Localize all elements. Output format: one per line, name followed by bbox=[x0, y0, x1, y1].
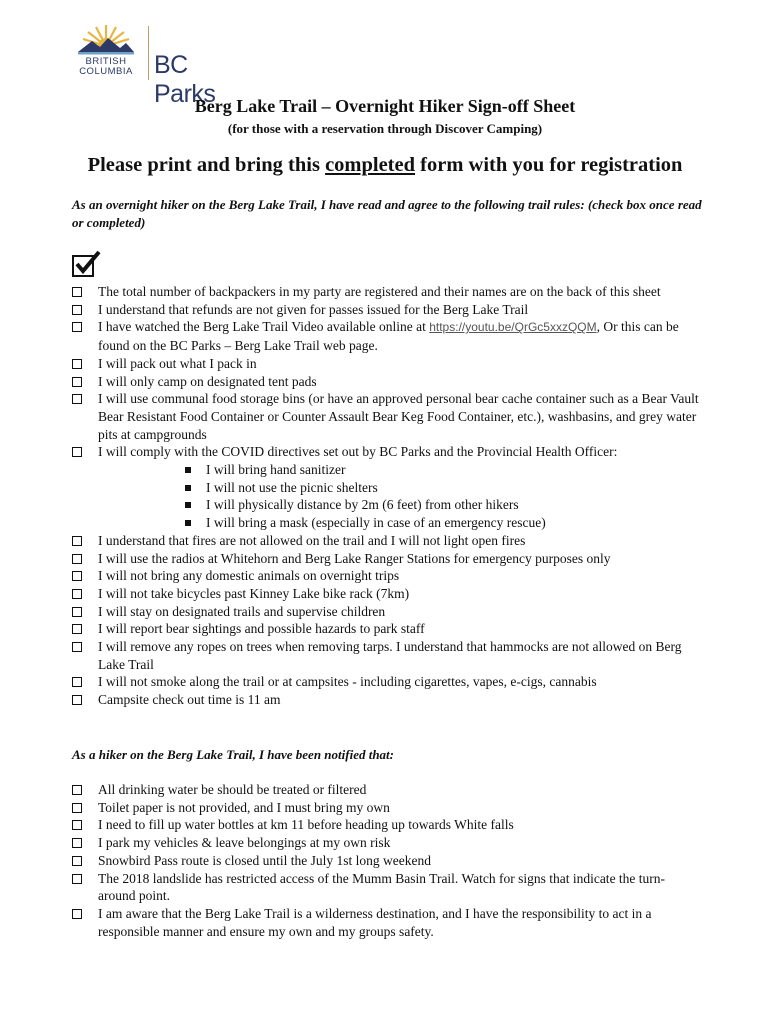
checkbox[interactable] bbox=[72, 359, 82, 369]
checkbox[interactable] bbox=[72, 838, 82, 848]
checkbox[interactable] bbox=[72, 589, 82, 599]
checkbox[interactable] bbox=[72, 785, 82, 795]
list-item: Toilet paper is not provided, and I must bring my own bbox=[72, 799, 702, 817]
list-item: I will remove any ropes on trees when removing tarps. I understand that hammocks are not allowed on Berg Lake Trail bbox=[72, 638, 702, 673]
list-item: I am aware that the Berg Lake Trail is a wilderness destination, and I have the responsibility to act in a responsible manner and ensure my own and my groups safety. bbox=[72, 905, 702, 940]
list-item: Campsite check out time is 11 am bbox=[72, 691, 702, 709]
covid-item: I will not use the picnic shelters bbox=[72, 479, 702, 497]
list-item: I park my vehicles & leave belongings at my own risk bbox=[72, 834, 702, 852]
bullet-icon bbox=[185, 467, 191, 473]
list-item: Snowbird Pass route is closed until the July 1st long weekend bbox=[72, 852, 702, 870]
page-subtitle: (for those with a reservation through Discover Camping) bbox=[227, 121, 543, 136]
bc-parks-wordmark: BC Parks bbox=[154, 51, 216, 108]
covid-item: I will bring a mask (especially in case of an emergency rescue) bbox=[72, 514, 702, 532]
checkbox[interactable] bbox=[72, 536, 82, 546]
list-item: I need to fill up water bottles at km 11 before heading up towards White falls bbox=[72, 816, 702, 834]
registration-headline: Please print and bring this completed form with you for registration bbox=[87, 154, 683, 176]
bullet-icon bbox=[185, 485, 191, 491]
bullet-icon bbox=[185, 520, 191, 526]
list-item: I will use communal food storage bins (or have an approved personal bear cache container such as a Bear Vault Bear Resistant Food Container or Counter Assault Bear Keg Food Container, etc.), washbasins, and grey water pits at campgrounds bbox=[72, 390, 702, 443]
checkbox[interactable] bbox=[72, 909, 82, 919]
province-name: BRITISH COLUMBIA bbox=[79, 56, 133, 77]
checkbox[interactable] bbox=[72, 624, 82, 634]
covid-item: I will physically distance by 2m (6 feet) from other hikers bbox=[72, 496, 702, 514]
checkbox[interactable] bbox=[72, 874, 82, 884]
bullet-icon bbox=[185, 502, 191, 508]
logo-divider bbox=[148, 26, 149, 80]
list-item: The 2018 landslide has restricted access of the Mumm Basin Trail. Watch for signs that indicate the turn-around point. bbox=[72, 870, 702, 905]
notices-list bbox=[72, 781, 702, 940]
checkbox[interactable] bbox=[72, 377, 82, 387]
list-item: I understand that refunds are not given for passes issued for the Berg Lake Trail bbox=[72, 301, 702, 319]
checkbox[interactable] bbox=[72, 554, 82, 564]
list-item: I will comply with the COVID directives set out by BC Parks and the Provincial Health Officer: bbox=[72, 443, 702, 461]
list-item: I will not smoke along the trail or at campsites - including cigarettes, vapes, e-cigs, cannabis bbox=[72, 673, 702, 691]
list-item: I will report bear sightings and possible hazards to park staff bbox=[72, 620, 702, 638]
list-item: I will not take bicycles past Kinney Lake bike rack (7km) bbox=[72, 585, 702, 603]
checkbox[interactable] bbox=[72, 394, 82, 404]
video-link[interactable]: https://youtu.be/QrGc5xxzQQM bbox=[429, 320, 597, 335]
notices-heading: As a hiker on the Berg Lake Trail, I have been notified that: bbox=[72, 747, 394, 762]
checkbox[interactable] bbox=[72, 856, 82, 866]
list-item: I will pack out what I pack in bbox=[72, 355, 702, 373]
list-item: All drinking water be should be treated or filtered bbox=[72, 781, 702, 799]
checkbox[interactable] bbox=[72, 607, 82, 617]
checkbox[interactable] bbox=[72, 820, 82, 830]
list-item: I will use the radios at Whitehorn and Berg Lake Ranger Stations for emergency purposes only bbox=[72, 550, 702, 568]
list-item: I will only camp on designated tent pads bbox=[72, 373, 702, 391]
bc-parks-logo bbox=[72, 24, 252, 108]
page-title: Berg Lake Trail – Overnight Hiker Sign-off Sheet bbox=[194, 96, 576, 116]
list-item: I will stay on designated trails and supervise children bbox=[72, 603, 702, 621]
checkbox[interactable] bbox=[72, 695, 82, 705]
covid-item: I will bring hand sanitizer bbox=[72, 461, 702, 479]
checkbox[interactable] bbox=[72, 287, 82, 297]
checkbox[interactable] bbox=[72, 322, 82, 332]
checkbox[interactable] bbox=[72, 571, 82, 581]
list-item: I have watched the Berg Lake Trail Video available online at https://youtu.be/QrGc5xxzQQM, Or this can be found on the BC Parks – Berg Lake Trail web page. bbox=[72, 318, 702, 354]
checkbox[interactable] bbox=[72, 677, 82, 687]
list-item: I understand that fires are not allowed on the trail and I will not light open fires bbox=[72, 532, 702, 550]
bc-sun-mountain-icon bbox=[72, 24, 140, 58]
rules-intro: As an overnight hiker on the Berg Lake Trail, I have read and agree to the following trail rules: (check box once read or completed) bbox=[72, 197, 702, 230]
trail-rules-list bbox=[72, 283, 702, 709]
checked-box-icon bbox=[72, 250, 102, 278]
checkbox[interactable] bbox=[72, 305, 82, 315]
checkbox[interactable] bbox=[72, 447, 82, 457]
list-item: The total number of backpackers in my party are registered and their names are on the back of this sheet bbox=[72, 283, 702, 301]
list-item: I will not bring any domestic animals on overnight trips bbox=[72, 567, 702, 585]
checkbox[interactable] bbox=[72, 803, 82, 813]
checkbox[interactable] bbox=[72, 642, 82, 652]
